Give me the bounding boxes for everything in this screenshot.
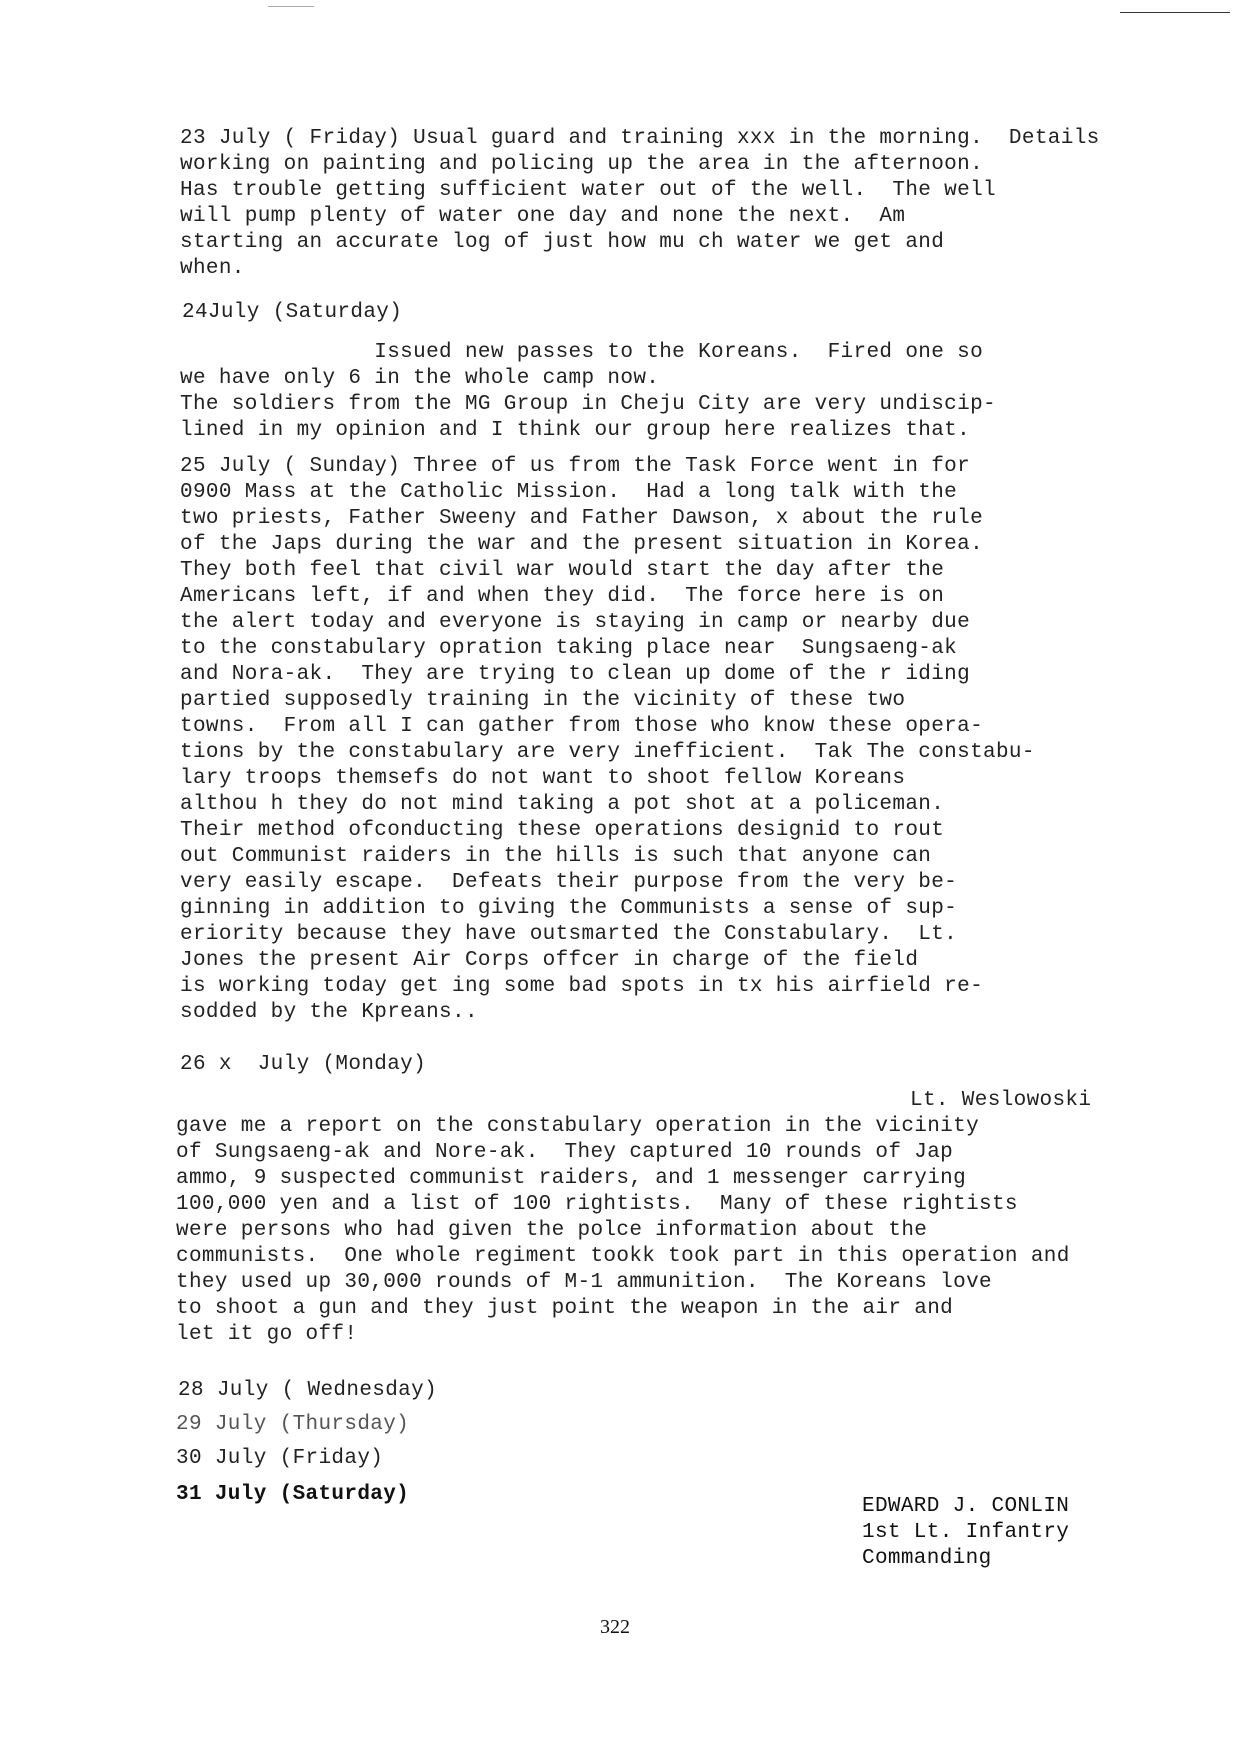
entry-text-line: we have only 6 in the whole camp now. <box>180 367 660 390</box>
entry-text-line: the alert today and everyone is staying in camp or nearby due <box>180 611 971 634</box>
entry-date-heading: 29 July (Thursday) <box>176 1413 410 1436</box>
signature-name: EDWARD J. CONLIN <box>862 1495 1070 1518</box>
entry-text-line: were persons who had given the polce information about the <box>176 1219 928 1242</box>
entry-text-line: communists. One whole regiment tookk took part in this operation and <box>176 1245 1070 1268</box>
entry-text-line: of Sungsaeng-ak and Nore-ak. They captured 10 rounds of Jap <box>176 1141 954 1164</box>
entry-date-heading: 24July (Saturday) <box>182 301 403 324</box>
entry-text-line: Their method ofconducting these operations designid to rout <box>180 819 945 842</box>
entry-text-line: partied supposedly training in the vicinity of these two <box>180 689 906 712</box>
entry-text-line: let it go off! <box>176 1323 358 1346</box>
entry-text-line: starting an accurate log of just how mu ch water we get and <box>180 231 945 254</box>
entry-date-heading: 28 July ( Wednesday) <box>178 1379 438 1402</box>
entry-text-line: They both feel that civil war would start the day after the <box>180 559 945 582</box>
entry-text-line: to shoot a gun and they just point the weapon in the air and <box>176 1297 954 1320</box>
entry-text-line: two priests, Father Sweeny and Father Dawson, x about the rule <box>180 507 984 530</box>
entry-text-line: althou h they do not mind taking a pot shot at a policeman. <box>180 793 945 816</box>
entry-text-line: Has trouble getting sufficient water out of the well. The well <box>180 179 996 202</box>
entry-text-line: and Nora-ak. They are trying to clean up dome of the r iding <box>180 663 971 686</box>
page-number: 322 <box>600 1616 630 1638</box>
entry-text-line: of the Japs during the war and the present situation in Korea. <box>180 533 984 556</box>
entry-text-line: gave me a report on the constabulary operation in the vicinity <box>176 1115 980 1138</box>
entry-text-line: eriority because they have outsmarted the Constabulary. Lt. <box>180 923 958 946</box>
entry-text-line: out Communist raiders in the hills is such that anyone can <box>180 845 932 868</box>
entry-date-heading: 31 July (Saturday) <box>176 1483 410 1506</box>
entry-text-line: lary troops themsefs do not want to shoot fellow Koreans <box>180 767 906 790</box>
entry-text-line: 23 July ( Friday) Usual guard and training xxx in the morning. Details <box>180 127 1100 150</box>
entry-text-line: Lt. Weslowoski <box>910 1089 1092 1112</box>
entry-text-line: 25 July ( Sunday) Three of us from the Task Force went in for <box>180 455 971 478</box>
entry-text-line: The soldiers from the MG Group in Cheju City are very undiscip- <box>180 393 996 416</box>
entry-text-line: 100,000 yen and a list of 100 rightists. Many of these rightists <box>176 1193 1018 1216</box>
entry-text-line: ammo, 9 suspected communist raiders, and 1 messenger carrying <box>176 1167 967 1190</box>
entry-text-line: working on painting and policing up the area in the afternoon. <box>180 153 984 176</box>
entry-text-line: when. <box>180 257 245 280</box>
entry-text-line: towns. From all I can gather from those who know these opera- <box>180 715 984 738</box>
scan-mark <box>1120 12 1230 13</box>
entry-text-line: will pump plenty of water one day and none the next. Am <box>180 205 906 228</box>
entry-text-line: Jones the present Air Corps offcer in charge of the field <box>180 949 919 972</box>
entry-text-line: 0900 Mass at the Catholic Mission. Had a long talk with the <box>180 481 958 504</box>
entry-text-line: ginning in addition to giving the Communists a sense of sup- <box>180 897 958 920</box>
entry-text-line: they used up 30,000 rounds of M-1 ammunition. The Koreans love <box>176 1271 992 1294</box>
entry-date-heading: 26 x July (Monday) <box>180 1053 427 1076</box>
entry-date-heading: 30 July (Friday) <box>176 1447 384 1470</box>
entry-text-line: Issued new passes to the Koreans. Fired one so <box>180 341 984 364</box>
entry-text-line: tions by the constabulary are very inefficient. Tak The constabu- <box>180 741 1035 764</box>
signature-role: Commanding <box>862 1547 992 1570</box>
entry-text-line: Americans left, if and when they did. The force here is on <box>180 585 945 608</box>
signature-rank: 1st Lt. Infantry <box>862 1521 1070 1544</box>
entry-text-line: is working today get ing some bad spots in tx his airfield re- <box>180 975 984 998</box>
entry-text-line: to the constabulary opration taking place near Sungsaeng-ak <box>180 637 958 660</box>
entry-text-line: sodded by the Kpreans.. <box>180 1001 478 1024</box>
entry-text-line: very easily escape. Defeats their purpose from the very be- <box>180 871 958 894</box>
entry-text-line: lined in my opinion and I think our group here realizes that. <box>180 419 971 442</box>
scan-mark <box>268 6 314 7</box>
